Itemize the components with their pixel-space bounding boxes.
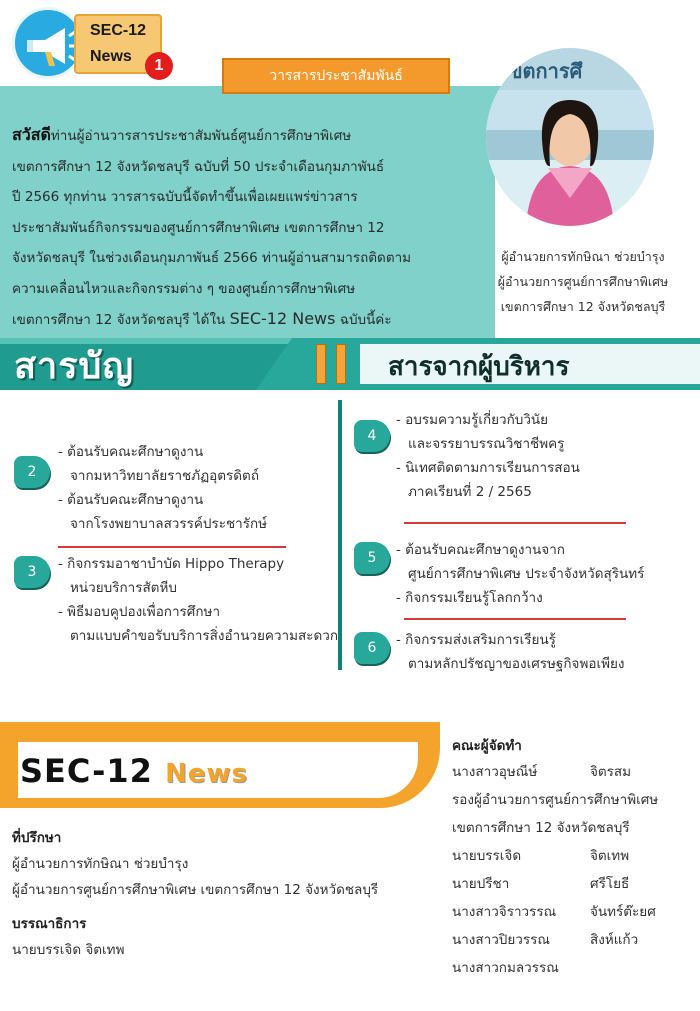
caption-line-3: เขตการศึกษา 12 จังหวัดชลบุรี: [500, 299, 666, 314]
intro-line-4: ประชาสัมพันธ์กิจกรรมของศูนย์การศึกษาพิเศษ เขตการศึกษา 12: [12, 219, 385, 236]
advisor-line: ผู้อำนวยการศูนย์การศึกษาพิเศษ เขตการศึกษา 12 จังหวัดชลบุรี: [12, 882, 379, 898]
staff-surname: จิตรสม: [590, 764, 632, 780]
portrait-backdrop-sign: เขตการศึ: [502, 59, 583, 83]
toc-divider: [338, 400, 342, 670]
intro-line-3: ปี 2566 ทุกท่าน วารสารฉบับนี้จัดทำขึ้นเพื่อเผยแพร่ข่าวสาร: [12, 189, 358, 205]
toc-item-page-5[interactable]: [396, 538, 644, 610]
red-underline: [404, 618, 626, 620]
portrait-caption: [474, 244, 692, 319]
page-badge-2[interactable]: 2: [14, 456, 50, 488]
staff-name: นายปรีชา: [452, 876, 510, 892]
intro-paragraph: [12, 120, 470, 336]
megaphone-icon: [25, 22, 77, 70]
greeting: สวัสดี: [12, 125, 51, 144]
staff-surname: จิตเทพ: [590, 848, 630, 864]
staff-name: นางสาวปิยวรรณ: [452, 932, 550, 948]
toc-text: หน่วยบริการสัตหีบ: [70, 580, 177, 596]
intro-line-5: จังหวัดชลบุรี ในช่วงเดือนกุมภาพันธ์ 2566 ท่านผู้อ่านสามารถติดตาม: [12, 250, 412, 266]
red-underline: [404, 522, 626, 524]
toc-text: จากโรงพยาบาลสวรรค์ประชารักษ์: [70, 516, 268, 532]
page-badge-4[interactable]: 4: [354, 420, 390, 452]
staff-surname: จันทร์ต๊ะยศ: [590, 904, 656, 920]
intro-line-6: ความเคลื่อนไหวและกิจกรรมต่าง ๆ ของศูนย์การศึกษาพิเศษ: [12, 280, 356, 297]
toc-title: สารบัญ: [14, 346, 135, 387]
staff-name: นายบรรเจิด: [452, 848, 522, 864]
toc-text: - อบรมความรู้เกี่ยวกับวินัย: [396, 412, 549, 428]
footer-brand-logo: [20, 752, 248, 790]
staff-heading: คณะผู้จัดทำ: [452, 738, 522, 754]
issue-badge: 1: [145, 52, 173, 80]
toc-text: ตามแบบคำขอรับบริการสิ่งอำนวยความสะดวก: [70, 628, 339, 644]
toc-text: - ต้อนรับคณะศึกษาดูงานจาก: [396, 542, 565, 558]
staff-position: รองผู้อำนวยการศูนย์การศึกษาพิเศษ: [452, 792, 659, 808]
toc-item-page-2[interactable]: [58, 440, 267, 536]
toc-item-page-4[interactable]: [396, 408, 580, 504]
page-badge-3[interactable]: 3: [14, 556, 50, 588]
toc-text: ศูนย์การศึกษาพิเศษ ประจำจังหวัดสุรินทร์: [408, 566, 645, 582]
caption-line-2: ผู้อำนวยการศูนย์การศึกษาพิเศษ: [497, 274, 669, 289]
staff-position: เขตการศึกษา 12 จังหวัดชลบุรี: [452, 820, 630, 836]
brand-line1: SEC-12: [90, 22, 147, 39]
page-badge-6[interactable]: 6: [354, 632, 390, 664]
toc-text: จากมหาวิทยาลัยราชภัฏอุตรดิตถ์: [70, 468, 259, 484]
red-underline: [58, 546, 286, 548]
toc-text: และจรรยาบรรณวิชาชีพครู: [408, 436, 565, 452]
toc-text: - พิธีมอบคูปองเพื่อการศึกษา: [58, 604, 221, 620]
editor-line: นายบรรเจิด จิตเทพ: [12, 942, 125, 958]
caption-line-1: ผู้อำนวยการทักษิณา ช่วยบำรุง: [501, 249, 665, 264]
footer-logo-main: SEC-12: [20, 752, 153, 790]
intro-line-7-end: ฉบับนี้ค่ะ: [335, 312, 392, 328]
section-divider-stripe: [316, 344, 326, 384]
intro-line-2: เขตการศึกษา 12 จังหวัดชลบุรี ฉบับที่ 50 ประจำเดือนกุมภาพันธ์: [12, 158, 385, 175]
staff-surname: สิงห์แก้ว: [590, 932, 639, 948]
brand-line2: News: [90, 48, 132, 65]
pr-journal-banner: วารสารประชาสัมพันธ์: [222, 58, 450, 94]
section-divider-stripe: [336, 344, 346, 384]
executive-message-title: สารจากผู้บริหาร: [388, 352, 570, 382]
toc-item-page-3[interactable]: [58, 552, 338, 648]
footer-logo-news: News: [165, 759, 248, 789]
advisor-line: ผู้อำนวยการทักษิณา ช่วยบำรุง: [12, 856, 189, 872]
toc-text: - ต้อนรับคณะศึกษาดูงาน: [58, 492, 204, 508]
toc-text: - นิเทศติดตามการเรียนการสอน: [396, 460, 580, 476]
toc-text: - กิจกรรมอาชาบำบัด Hippo Therapy: [58, 556, 285, 572]
advisor-heading: ที่ปรึกษา: [12, 830, 62, 846]
staff-name: นางสาวกมลวรรณ: [452, 960, 559, 976]
staff-surname: ศรีโยธี: [590, 876, 630, 892]
editor-heading: บรรณาธิการ: [12, 916, 87, 932]
toc-text: ตามหลักปรัชญาของเศรษฐกิจพอเพียง: [408, 656, 625, 672]
intro-brand: SEC-12 News: [229, 309, 336, 328]
toc-text: - กิจกรรมส่งเสริมการเรียนรู้: [396, 632, 556, 648]
intro-line-1: ท่านผู้อ่านวารสารประชาสัมพันธ์ศูนย์การศึกษาพิเศษ: [50, 128, 352, 144]
staff-name: นางสาวอุษณีษ์: [452, 764, 538, 780]
toc-text: ภาคเรียนที่ 2 / 2565: [408, 484, 532, 500]
page-badge-5[interactable]: 5: [354, 542, 390, 574]
toc-text: - ต้อนรับคณะศึกษาดูงาน: [58, 444, 204, 460]
director-portrait: [486, 48, 654, 226]
toc-item-page-6[interactable]: [396, 628, 624, 676]
toc-text: - กิจกรรมเรียนรู้โลกกว้าง: [396, 590, 543, 606]
staff-name: นางสาวจิราวรรณ: [452, 904, 557, 920]
intro-line-7: เขตการศึกษา 12 จังหวัดชลบุรี ได้ใน: [12, 312, 230, 328]
